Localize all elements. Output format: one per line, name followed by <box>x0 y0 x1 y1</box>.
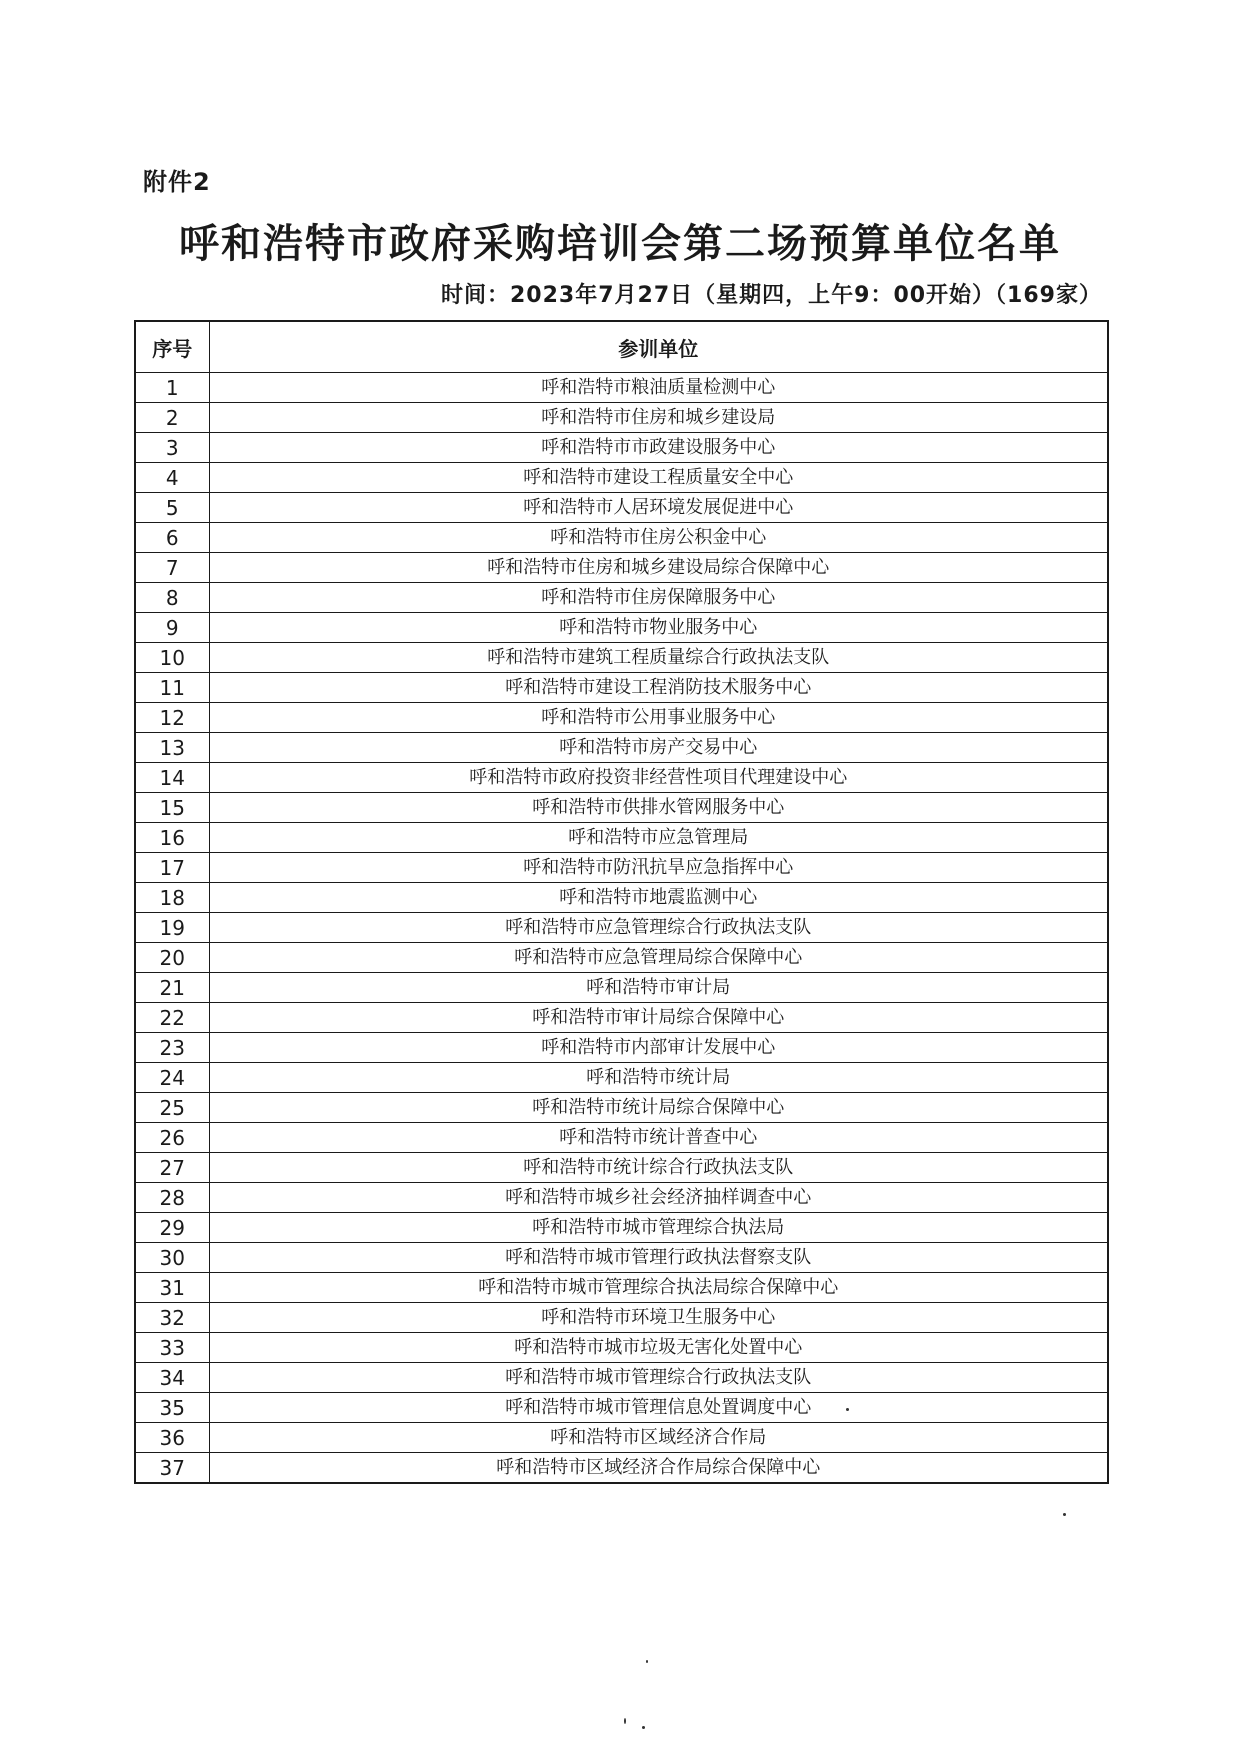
row-number: 30 <box>135 1243 209 1273</box>
row-number: 5 <box>135 493 209 523</box>
document-title: 呼和浩特市政府采购培训会第二场预算单位名单 <box>179 220 1061 267</box>
table-row <box>135 793 1108 823</box>
row-unit-name: 呼和浩特市建筑工程质量综合行政执法支队 <box>209 643 1108 673</box>
row-number: 36 <box>135 1423 209 1453</box>
row-unit-name: 呼和浩特市城市管理行政执法督察支队 <box>209 1243 1108 1273</box>
row-unit-name: 呼和浩特市住房和城乡建设局 <box>209 403 1108 433</box>
row-unit-name: 呼和浩特市地震监测中心 <box>209 883 1108 913</box>
row-number: 17 <box>135 853 209 883</box>
row-unit-name: 呼和浩特市公用事业服务中心 <box>209 703 1108 733</box>
table-row <box>135 733 1108 763</box>
row-unit-name: 呼和浩特市防汛抗旱应急指挥中心 <box>209 853 1108 883</box>
row-number: 22 <box>135 1003 209 1033</box>
scan-speck <box>846 1408 849 1411</box>
row-number: 14 <box>135 763 209 793</box>
table-row <box>135 1363 1108 1393</box>
table-row <box>135 1303 1108 1333</box>
row-number: 13 <box>135 733 209 763</box>
row-unit-name: 呼和浩特市城市管理综合行政执法支队 <box>209 1363 1108 1393</box>
row-unit-name: 呼和浩特市住房保障服务中心 <box>209 583 1108 613</box>
table-row <box>135 1243 1108 1273</box>
row-unit-name: 呼和浩特市住房公积金中心 <box>209 523 1108 553</box>
participant-table <box>134 320 1109 1484</box>
row-number: 18 <box>135 883 209 913</box>
row-unit-name: 呼和浩特市城市管理综合执法局综合保障中心 <box>209 1273 1108 1303</box>
scan-speck <box>1063 1513 1066 1516</box>
row-number: 11 <box>135 673 209 703</box>
row-number: 25 <box>135 1093 209 1123</box>
table-body <box>135 373 1108 1484</box>
table-row <box>135 643 1108 673</box>
row-unit-name: 呼和浩特市住房和城乡建设局综合保障中心 <box>209 553 1108 583</box>
table-row <box>135 463 1108 493</box>
row-unit-name: 呼和浩特市粮油质量检测中心 <box>209 373 1108 403</box>
row-unit-name: 呼和浩特市统计综合行政执法支队 <box>209 1153 1108 1183</box>
row-number: 34 <box>135 1363 209 1393</box>
row-unit-name: 呼和浩特市城市垃圾无害化处置中心 <box>209 1333 1108 1363</box>
row-number: 28 <box>135 1183 209 1213</box>
row-unit-name: 呼和浩特市审计局综合保障中心 <box>209 1003 1108 1033</box>
table-row <box>135 523 1108 553</box>
table-row <box>135 583 1108 613</box>
row-number: 32 <box>135 1303 209 1333</box>
row-number: 26 <box>135 1123 209 1153</box>
row-unit-name: 呼和浩特市区域经济合作局综合保障中心 <box>209 1453 1108 1484</box>
table-row <box>135 1453 1108 1484</box>
row-number: 10 <box>135 643 209 673</box>
row-unit-name: 呼和浩特市审计局 <box>209 973 1108 1003</box>
table-row <box>135 1183 1108 1213</box>
row-number: 35 <box>135 1393 209 1423</box>
table-row <box>135 1033 1108 1063</box>
row-unit-name: 呼和浩特市供排水管网服务中心 <box>209 793 1108 823</box>
table-row <box>135 373 1108 403</box>
table-row <box>135 1393 1108 1423</box>
table-row <box>135 943 1108 973</box>
row-number: 20 <box>135 943 209 973</box>
table-row <box>135 883 1108 913</box>
row-number: 3 <box>135 433 209 463</box>
table-row <box>135 613 1108 643</box>
row-number: 4 <box>135 463 209 493</box>
table-row <box>135 1333 1108 1363</box>
row-unit-name: 呼和浩特市统计局 <box>209 1063 1108 1093</box>
table-row <box>135 703 1108 733</box>
row-unit-name: 呼和浩特市城市管理综合执法局 <box>209 1213 1108 1243</box>
row-unit-name: 呼和浩特市统计普查中心 <box>209 1123 1108 1153</box>
row-unit-name: 呼和浩特市城乡社会经济抽样调查中心 <box>209 1183 1108 1213</box>
attachment-label: 附件2 <box>143 168 211 196</box>
table-row <box>135 1153 1108 1183</box>
scan-speck <box>624 1718 626 1724</box>
row-unit-name: 呼和浩特市建设工程消防技术服务中心 <box>209 673 1108 703</box>
header-number: 序号 <box>135 321 209 373</box>
row-number: 24 <box>135 1063 209 1093</box>
row-number: 27 <box>135 1153 209 1183</box>
table-row <box>135 823 1108 853</box>
header-unit: 参训单位 <box>209 321 1108 373</box>
row-unit-name: 呼和浩特市物业服务中心 <box>209 613 1108 643</box>
table-row <box>135 1423 1108 1453</box>
row-number: 16 <box>135 823 209 853</box>
table-row <box>135 1003 1108 1033</box>
time-line: 时间：2023年7月27日（星期四，上午9：00开始）（169家） <box>440 283 1102 308</box>
row-unit-name: 呼和浩特市政府投资非经营性项目代理建设中心 <box>209 763 1108 793</box>
row-unit-name: 呼和浩特市市政建设服务中心 <box>209 433 1108 463</box>
row-number: 37 <box>135 1453 209 1484</box>
row-number: 33 <box>135 1333 209 1363</box>
table-row <box>135 673 1108 703</box>
table-row <box>135 763 1108 793</box>
table-row <box>135 1123 1108 1153</box>
row-unit-name: 呼和浩特市区域经济合作局 <box>209 1423 1108 1453</box>
row-number: 29 <box>135 1213 209 1243</box>
row-unit-name: 呼和浩特市应急管理综合行政执法支队 <box>209 913 1108 943</box>
row-number: 31 <box>135 1273 209 1303</box>
scan-speck <box>646 1660 648 1663</box>
table-row <box>135 553 1108 583</box>
row-number: 9 <box>135 613 209 643</box>
row-number: 19 <box>135 913 209 943</box>
table-row <box>135 403 1108 433</box>
row-unit-name: 呼和浩特市建设工程质量安全中心 <box>209 463 1108 493</box>
row-number: 12 <box>135 703 209 733</box>
table-row <box>135 1273 1108 1303</box>
table-header-row <box>135 321 1108 373</box>
row-unit-name: 呼和浩特市内部审计发展中心 <box>209 1033 1108 1063</box>
row-number: 21 <box>135 973 209 1003</box>
table-row <box>135 1093 1108 1123</box>
table-row <box>135 433 1108 463</box>
row-number: 8 <box>135 583 209 613</box>
table-row <box>135 493 1108 523</box>
table-row <box>135 853 1108 883</box>
row-unit-name: 呼和浩特市环境卫生服务中心 <box>209 1303 1108 1333</box>
row-unit-name: 呼和浩特市应急管理局 <box>209 823 1108 853</box>
row-number: 1 <box>135 373 209 403</box>
row-number: 6 <box>135 523 209 553</box>
row-number: 7 <box>135 553 209 583</box>
table-row <box>135 913 1108 943</box>
row-unit-name: 呼和浩特市人居环境发展促进中心 <box>209 493 1108 523</box>
row-unit-name: 呼和浩特市应急管理局综合保障中心 <box>209 943 1108 973</box>
table-row <box>135 973 1108 1003</box>
table-row <box>135 1063 1108 1093</box>
row-number: 2 <box>135 403 209 433</box>
row-number: 23 <box>135 1033 209 1063</box>
row-unit-name: 呼和浩特市城市管理信息处置调度中心 <box>209 1393 1108 1423</box>
scan-speck <box>642 1726 645 1729</box>
row-unit-name: 呼和浩特市房产交易中心 <box>209 733 1108 763</box>
table-row <box>135 1213 1108 1243</box>
row-number: 15 <box>135 793 209 823</box>
row-unit-name: 呼和浩特市统计局综合保障中心 <box>209 1093 1108 1123</box>
